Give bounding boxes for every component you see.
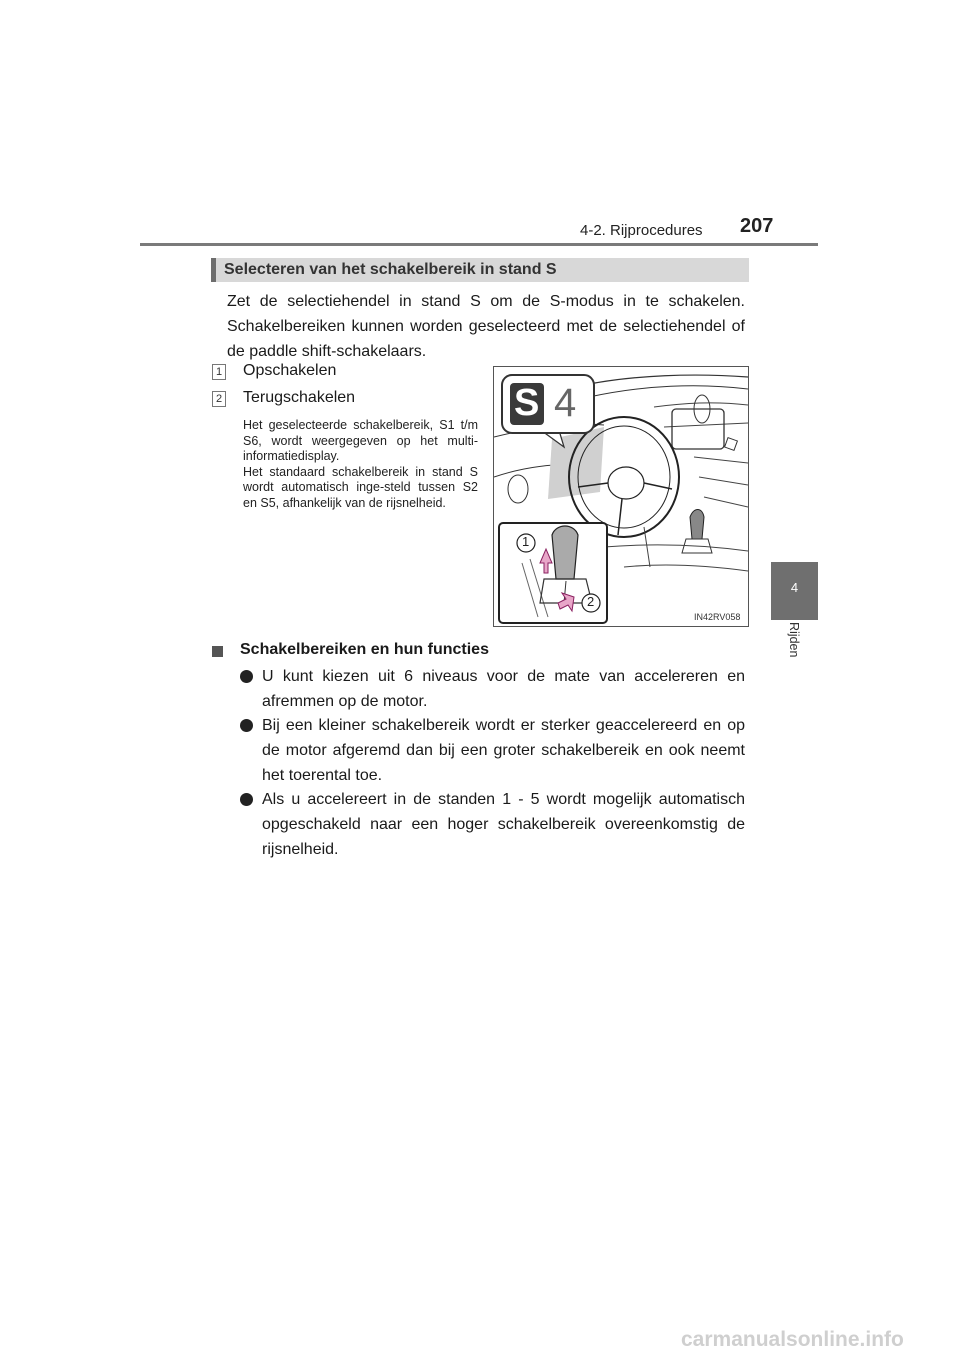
subheading: Schakelbereiken en hun functies (240, 641, 489, 658)
display-digit: 4 (554, 381, 577, 425)
chapter-label-text: Rijden (787, 622, 801, 658)
chapter-label (777, 622, 813, 692)
figure-code: IN42RV058 (694, 612, 741, 622)
header-section-title: 4-2. Rijprocedures (580, 222, 703, 239)
item-number-1: 1 (212, 364, 226, 380)
section-title-bar (211, 258, 749, 282)
section-bar-accent (211, 258, 216, 282)
note-paragraph-1: Het geselecteerde schakelbereik, S1 t/m S6, wordt weergegeven op het multi-informatiedisplay. (243, 418, 478, 463)
bullet-item-2: Bij een kleiner schakelbereik wordt er sterker geaccelereerd en op de motor afgeremd dan bij een groter schakelbereik en ook neemt het toerental toe. (262, 717, 745, 784)
bullet-item-1: U kunt kiezen uit 6 niveaus voor de mate van accelereren en afremmen op de motor. (262, 668, 745, 710)
callout-2: 2 (587, 594, 595, 609)
subheading-marker (212, 646, 223, 657)
header-rule (140, 243, 818, 246)
intro-paragraph: Zet de selectiehendel in stand S om de S-modus in te schakelen. Schakelbereiken kunnen worden geselecteerd met de selectiehendel of de paddle shift-schakelaars. (227, 293, 745, 360)
item-label-downshift: Terugschakelen (243, 389, 356, 406)
watermark: carmanualsonline.info (681, 1328, 904, 1351)
chapter-tab-number: 4 (790, 580, 799, 595)
bullet-dot-1 (240, 670, 253, 683)
item-label-upshift: Opschakelen (243, 362, 337, 379)
bullet-dot-2 (240, 719, 253, 732)
note-text (243, 418, 478, 511)
display-letter: S (514, 382, 540, 424)
callout-1: 1 (522, 534, 530, 549)
dashboard-illustration (493, 366, 749, 627)
note-paragraph-2: Het standaard schakelbereik in stand S wordt automatisch inge-steld tussen S2 en S5, afhankelijk van de rijsnelheid. (243, 464, 478, 510)
bullet-item-3: Als u accelereert in de standen 1 - 5 wordt mogelijk automatisch opgeschakeld naar een hoger schakelbereik overeenkomstig de rijsnelheid. (262, 791, 745, 858)
item-number-2: 2 (212, 391, 226, 407)
chapter-tab (771, 562, 818, 620)
section-title: Selecteren van het schakelbereik in stand S (224, 261, 557, 278)
bullet-dot-3 (240, 793, 253, 806)
page-number: 207 (740, 215, 774, 237)
